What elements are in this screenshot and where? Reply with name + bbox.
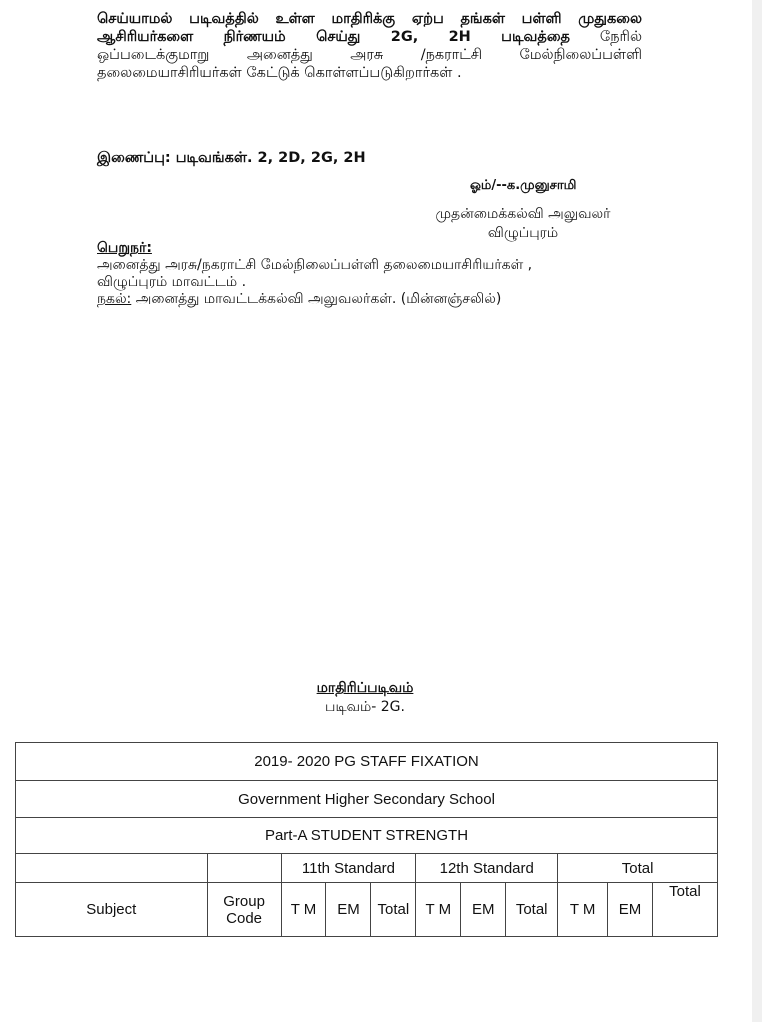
header-total: Total [558, 854, 718, 883]
form-subtitle: படிவம்- 2G. [325, 699, 405, 715]
header-11th-standard: 11th Standard [281, 854, 416, 883]
table-title: 2019- 2020 PG STAFF FIXATION [16, 743, 718, 781]
header-11-tm: T M [281, 883, 326, 937]
attachments-line: இணைப்பு: படிவங்கள். 2, 2D, 2G, 2H [97, 150, 366, 166]
copy-text: அனைத்து மாவட்டக்கல்வி அலுவலர்கள். (மின்னஞ்சலில்) [131, 291, 502, 307]
header-total-em: EM [608, 883, 653, 937]
officer-place: விழுப்புரம் [487, 225, 559, 241]
header-total-total: Total [653, 883, 718, 937]
table-school: Government Higher Secondary School [16, 781, 718, 818]
header-12-em: EM [461, 883, 506, 937]
header-group-code: Group Code [207, 883, 281, 937]
signature: ஓம்/--க.முனுசாமி [470, 178, 577, 193]
header-12th-standard: 12th Standard [416, 854, 558, 883]
paragraph-line: ஒப்படைக்குமாறு அனைத்து அரசு /நகராட்சி மேல்நிலைப்பள்ளி [97, 47, 642, 63]
recipients-block [97, 240, 532, 308]
copy-label: நகல்: [97, 291, 132, 307]
officer-block [418, 205, 628, 243]
staff-fixation-table [15, 742, 718, 937]
paragraph-bold-text: ஆசிரியர்களை நிர்ணயம் செய்து 2G, 2H படிவத்தை [97, 29, 570, 45]
paragraph-line [97, 28, 642, 46]
form-title: மாதிரிப்படிவம் [316, 680, 414, 696]
paragraph-text: நேரில் [570, 29, 642, 45]
instruction-paragraph [97, 10, 642, 82]
header-12-total: Total [506, 883, 558, 937]
recipients-line: அனைத்து அரசு/நகராட்சி மேல்நிலைப்பள்ளி தலைமையாசிரியர்கள் , [97, 257, 533, 273]
header-total-tm: T M [558, 883, 608, 937]
paragraph-line: செய்யாமல் படிவத்தில் உள்ள மாதிரிக்கு ஏற்ப தங்கள் பள்ளி முதுகலை [97, 11, 642, 27]
paragraph-line: தலைமையாசிரியர்கள் கேட்டுக் கொள்ளப்படுகிறார்கள் . [97, 65, 462, 81]
table-part: Part-A STUDENT STRENGTH [16, 818, 718, 854]
header-11-total: Total [371, 883, 416, 937]
header-subject: Subject [16, 883, 208, 937]
header-11-em: EM [326, 883, 371, 937]
header-12-tm: T M [416, 883, 461, 937]
table-header-cell [207, 854, 281, 883]
copy-line [97, 291, 532, 308]
table-header-cell [16, 854, 208, 883]
scrollbar[interactable] [752, 0, 762, 1022]
recipients-line: விழுப்புரம் மாவட்டம் . [97, 274, 247, 290]
recipients-label: பெறுநர்: [97, 240, 152, 256]
officer-designation: முதன்மைக்கல்வி அலுவலர் [435, 206, 611, 222]
